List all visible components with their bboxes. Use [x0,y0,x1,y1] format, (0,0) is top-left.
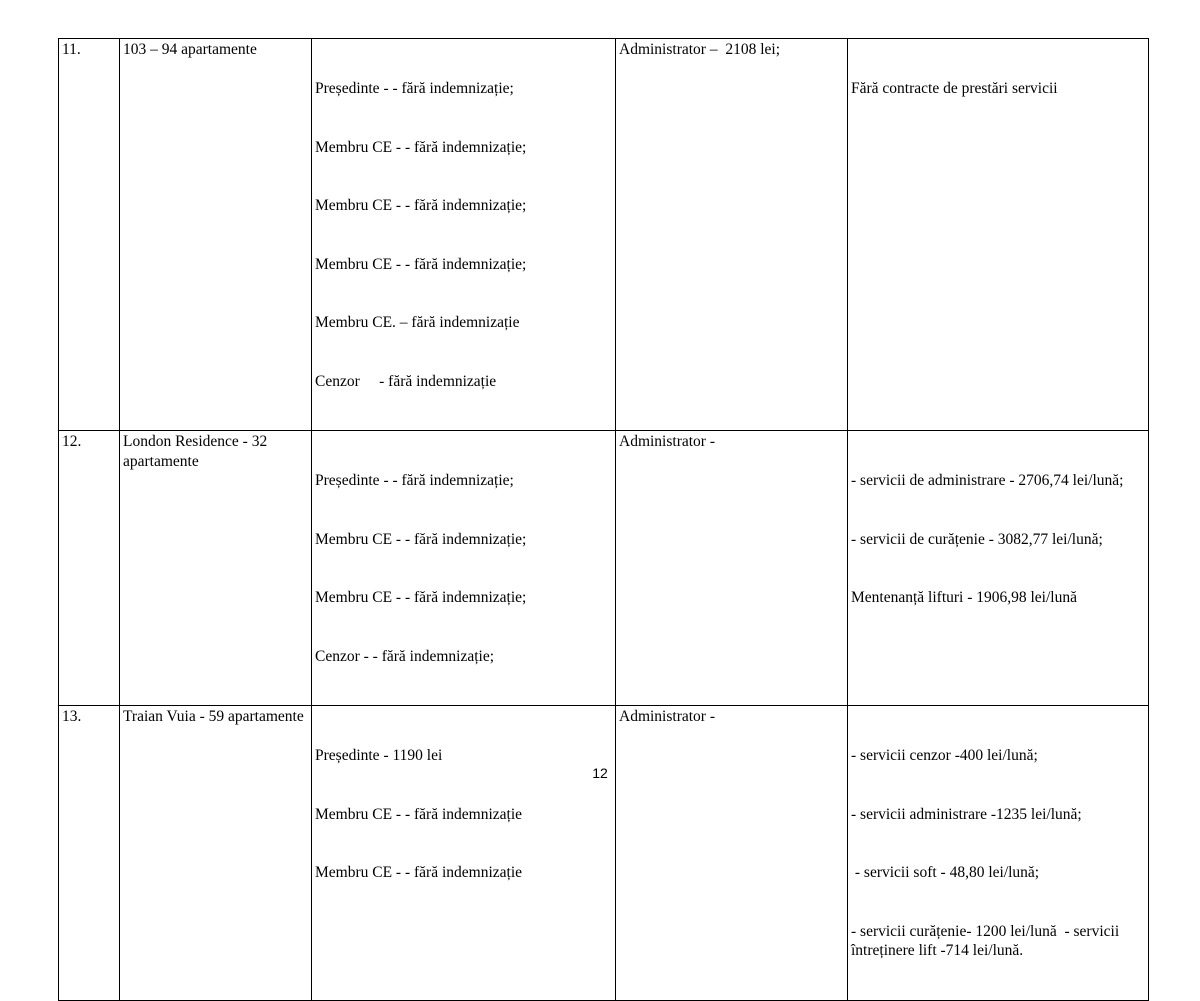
committee-line: Președinte - - fără indemnizație; [315,472,514,489]
contract-line: - servicii curățenie- 1200 lei/lună - servicii întreținere lift -714 lei/lună. [851,922,1124,959]
committee-line: Membru CE - - fără indemnizație; [315,530,527,548]
contract-line: Fără contracte de prestări servicii [851,80,1058,97]
table-row [59,431,1149,706]
association-name: London Residence - 32 apartamente [120,431,312,706]
contract-line: - servicii cenzor -400 lei/lună; [851,747,1038,764]
committee-line: Membru CE - - fără indemnizație [315,805,523,823]
administrator-cell: Administrator - [616,431,848,706]
committee-line: Membru CE. – fără indemnizație [315,314,520,331]
table-row [59,39,1149,431]
committee-line: Membru CE - - fără indemnizație; [315,197,527,214]
committee-line: Membru CE - - fără indemnizație [315,864,523,881]
administrator-cell: Administrator - [616,706,848,1001]
committee-cell [312,39,616,431]
committee-line: Membru CE - - fără indemnizație; [315,255,527,273]
contracts-cell [848,431,1149,706]
row-number: 13. [59,706,120,1001]
administrator-cell: Administrator – 2108 lei; [616,39,848,431]
contract-line: - servicii de administrare - 2706,74 lei/lună; [851,472,1124,489]
contract-line: - servicii de curățenie - 3082,77 lei/lună; [851,530,1103,548]
contract-line: - servicii soft - 48,80 lei/lună; [851,864,1040,881]
committee-line: Membru CE - - fără indemnizație; [315,589,527,606]
row-number: 12. [59,431,120,706]
association-name: 103 – 94 apartamente [120,39,312,431]
contract-line: - servicii administrare -1235 lei/lună; [851,805,1082,823]
committee-line: Președinte - 1190 lei [315,747,443,764]
committee-line: Președinte - - fără indemnizație; [315,80,514,97]
contracts-cell [848,39,1149,431]
committee-cell [312,431,616,706]
committee-line: Cenzor - - fără indemnizație; [315,647,495,665]
contract-line: Mentenanță lifturi - 1906,98 lei/lună [851,589,1077,606]
row-number: 11. [59,39,120,431]
committee-cell [312,706,616,1001]
table-row [59,706,1149,1001]
committee-line: Membru CE - - fără indemnizație; [315,138,527,156]
page-number: 12 [592,765,608,781]
contracts-cell [848,706,1149,1001]
committee-line: Cenzor - fără indemnizație [315,372,497,390]
association-table [58,38,1149,1001]
association-name: Traian Vuia - 59 apartamente [120,706,312,1001]
